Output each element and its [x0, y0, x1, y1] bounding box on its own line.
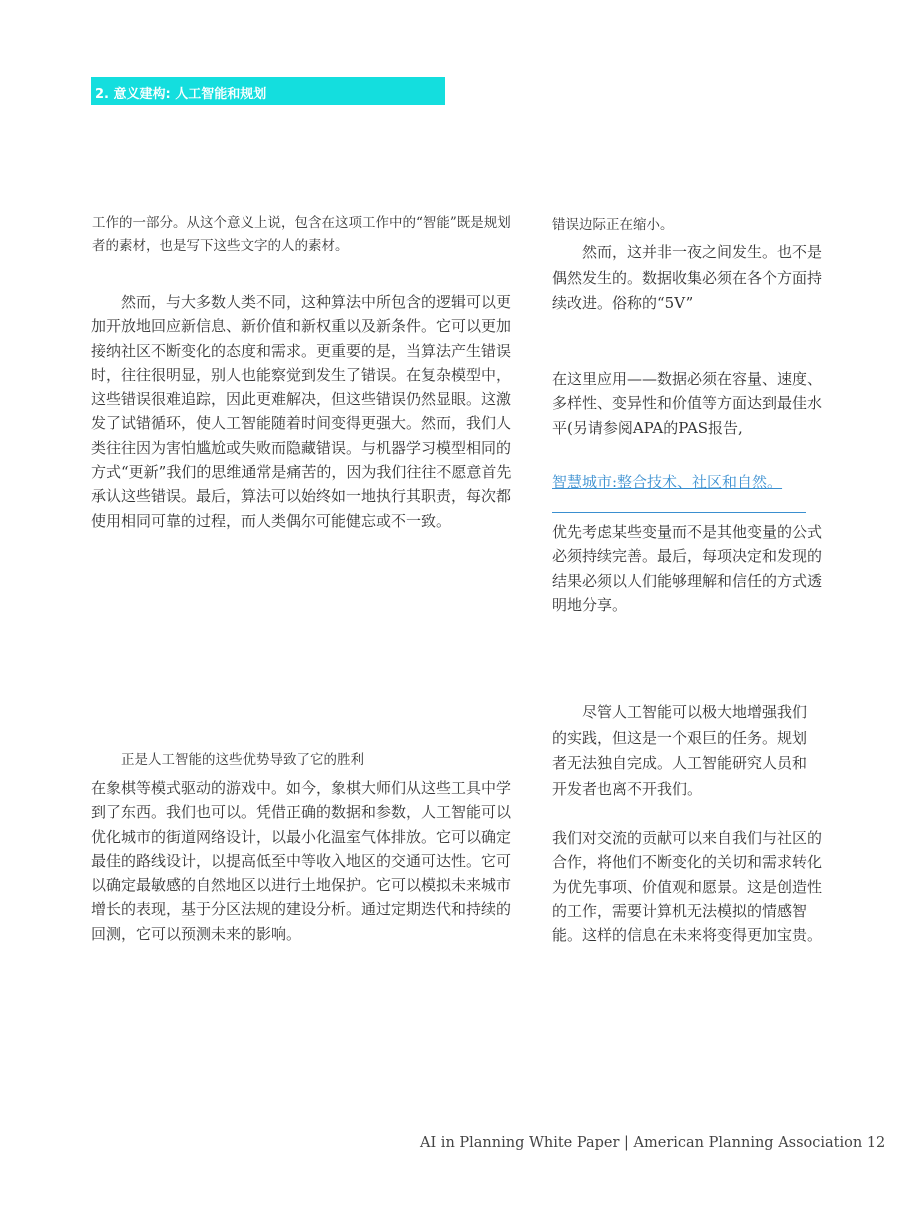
right-paragraph-3: 在这里应用——数据必须在容量、速度、多样性、变异性和价值等方面达到最佳水平(另请参阅APA的PAS报告,: [552, 370, 823, 437]
section-header-bar: [91, 77, 445, 105]
left-paragraph-1: 工作的一部分。从这个意义上说，包含在这项工作中的“智能”既是规划者的素材，也是写下这些文字的人的素材。: [92, 215, 511, 254]
right-paragraph-1: 错误边际正在缩小。: [552, 217, 674, 233]
right-paragraph-6: 我们对交流的贡献可以来自我们与社区的合作，将他们不断变化的关切和需求转化为优先事项、价值观和愿景。这是创造性的工作，需要计算机无法模拟的情感智能。这样的信息在未来将变得更加宝贵。: [552, 829, 823, 945]
link-divider: [552, 512, 806, 513]
right-paragraph-5: 尽管人工智能可以极大地增强我们的实践，但这是一个艰巨的任务。规划者无法独自完成。人工智能研究人员和开发者也离不开我们。: [552, 703, 808, 798]
left-paragraph-3: 正是人工智能的这些优势导致了它的胜利: [121, 752, 364, 768]
left-paragraph-4: 在象棋等模式驱动的游戏中。如今，象棋大师们从这些工具中学到了东西。我们也可以。凭借正确的数据和参数，人工智能可以优化城市的街道网络设计，以最小化温室气体排放。它可以确定最佳的路线设计，以提高低至中等收入地区的交通可达性。它可以确定最敏感的自然地区以进行土地保护。它可以模拟未来城市增长的表现，基于分区法规的建设分析。通过定期迭代和持续的回测，它可以预测未来的影响。: [91, 779, 512, 943]
page-footer: AI in Planning White Paper | American Planning Association 12: [420, 1135, 886, 1151]
left-paragraph-2: 然而，与大多数人类不同，这种算法中所包含的逻辑可以更加开放地回应新信息、新价值和新权重以及新条件。它可以更加接纳社区不断变化的态度和需求。更重要的是，当算法产生错误时，往往很明显，别人也能察觉到发生了错误。在复杂模型中，这些错误很难追踪，因此更难解决，但这些错误仍然显眼。这激发了试错循环，使人工智能随着时间变得更强大。然而，我们人类往往因为害怕尴尬或失败而隐藏错误。与机器学习模型相同的方式“更新”我们的思维通常是痛苦的，因为我们往往不愿意首先承认这些错误。最后，算法可以始终如一地执行其职责，每次都使用相同可靠的过程，而人类偶尔可能健忘或不一致。: [91, 293, 512, 530]
smart-cities-report-link[interactable]: 智慧城市:整合技术、社区和自然。: [552, 473, 783, 491]
right-paragraph-2: 然而，这并非一夜之间发生。也不是偶然发生的。数据收集必须在各个方面持续改进。俗称的“5V”: [552, 243, 823, 312]
section-title: 2. 意义建构: 人工智能和规划: [95, 87, 267, 102]
right-paragraph-4: 优先考虑某些变量而不是其他变量的公式必须持续完善。最后，每项决定和发现的结果必须以人们能够理解和信任的方式透明地分享。: [552, 523, 823, 614]
